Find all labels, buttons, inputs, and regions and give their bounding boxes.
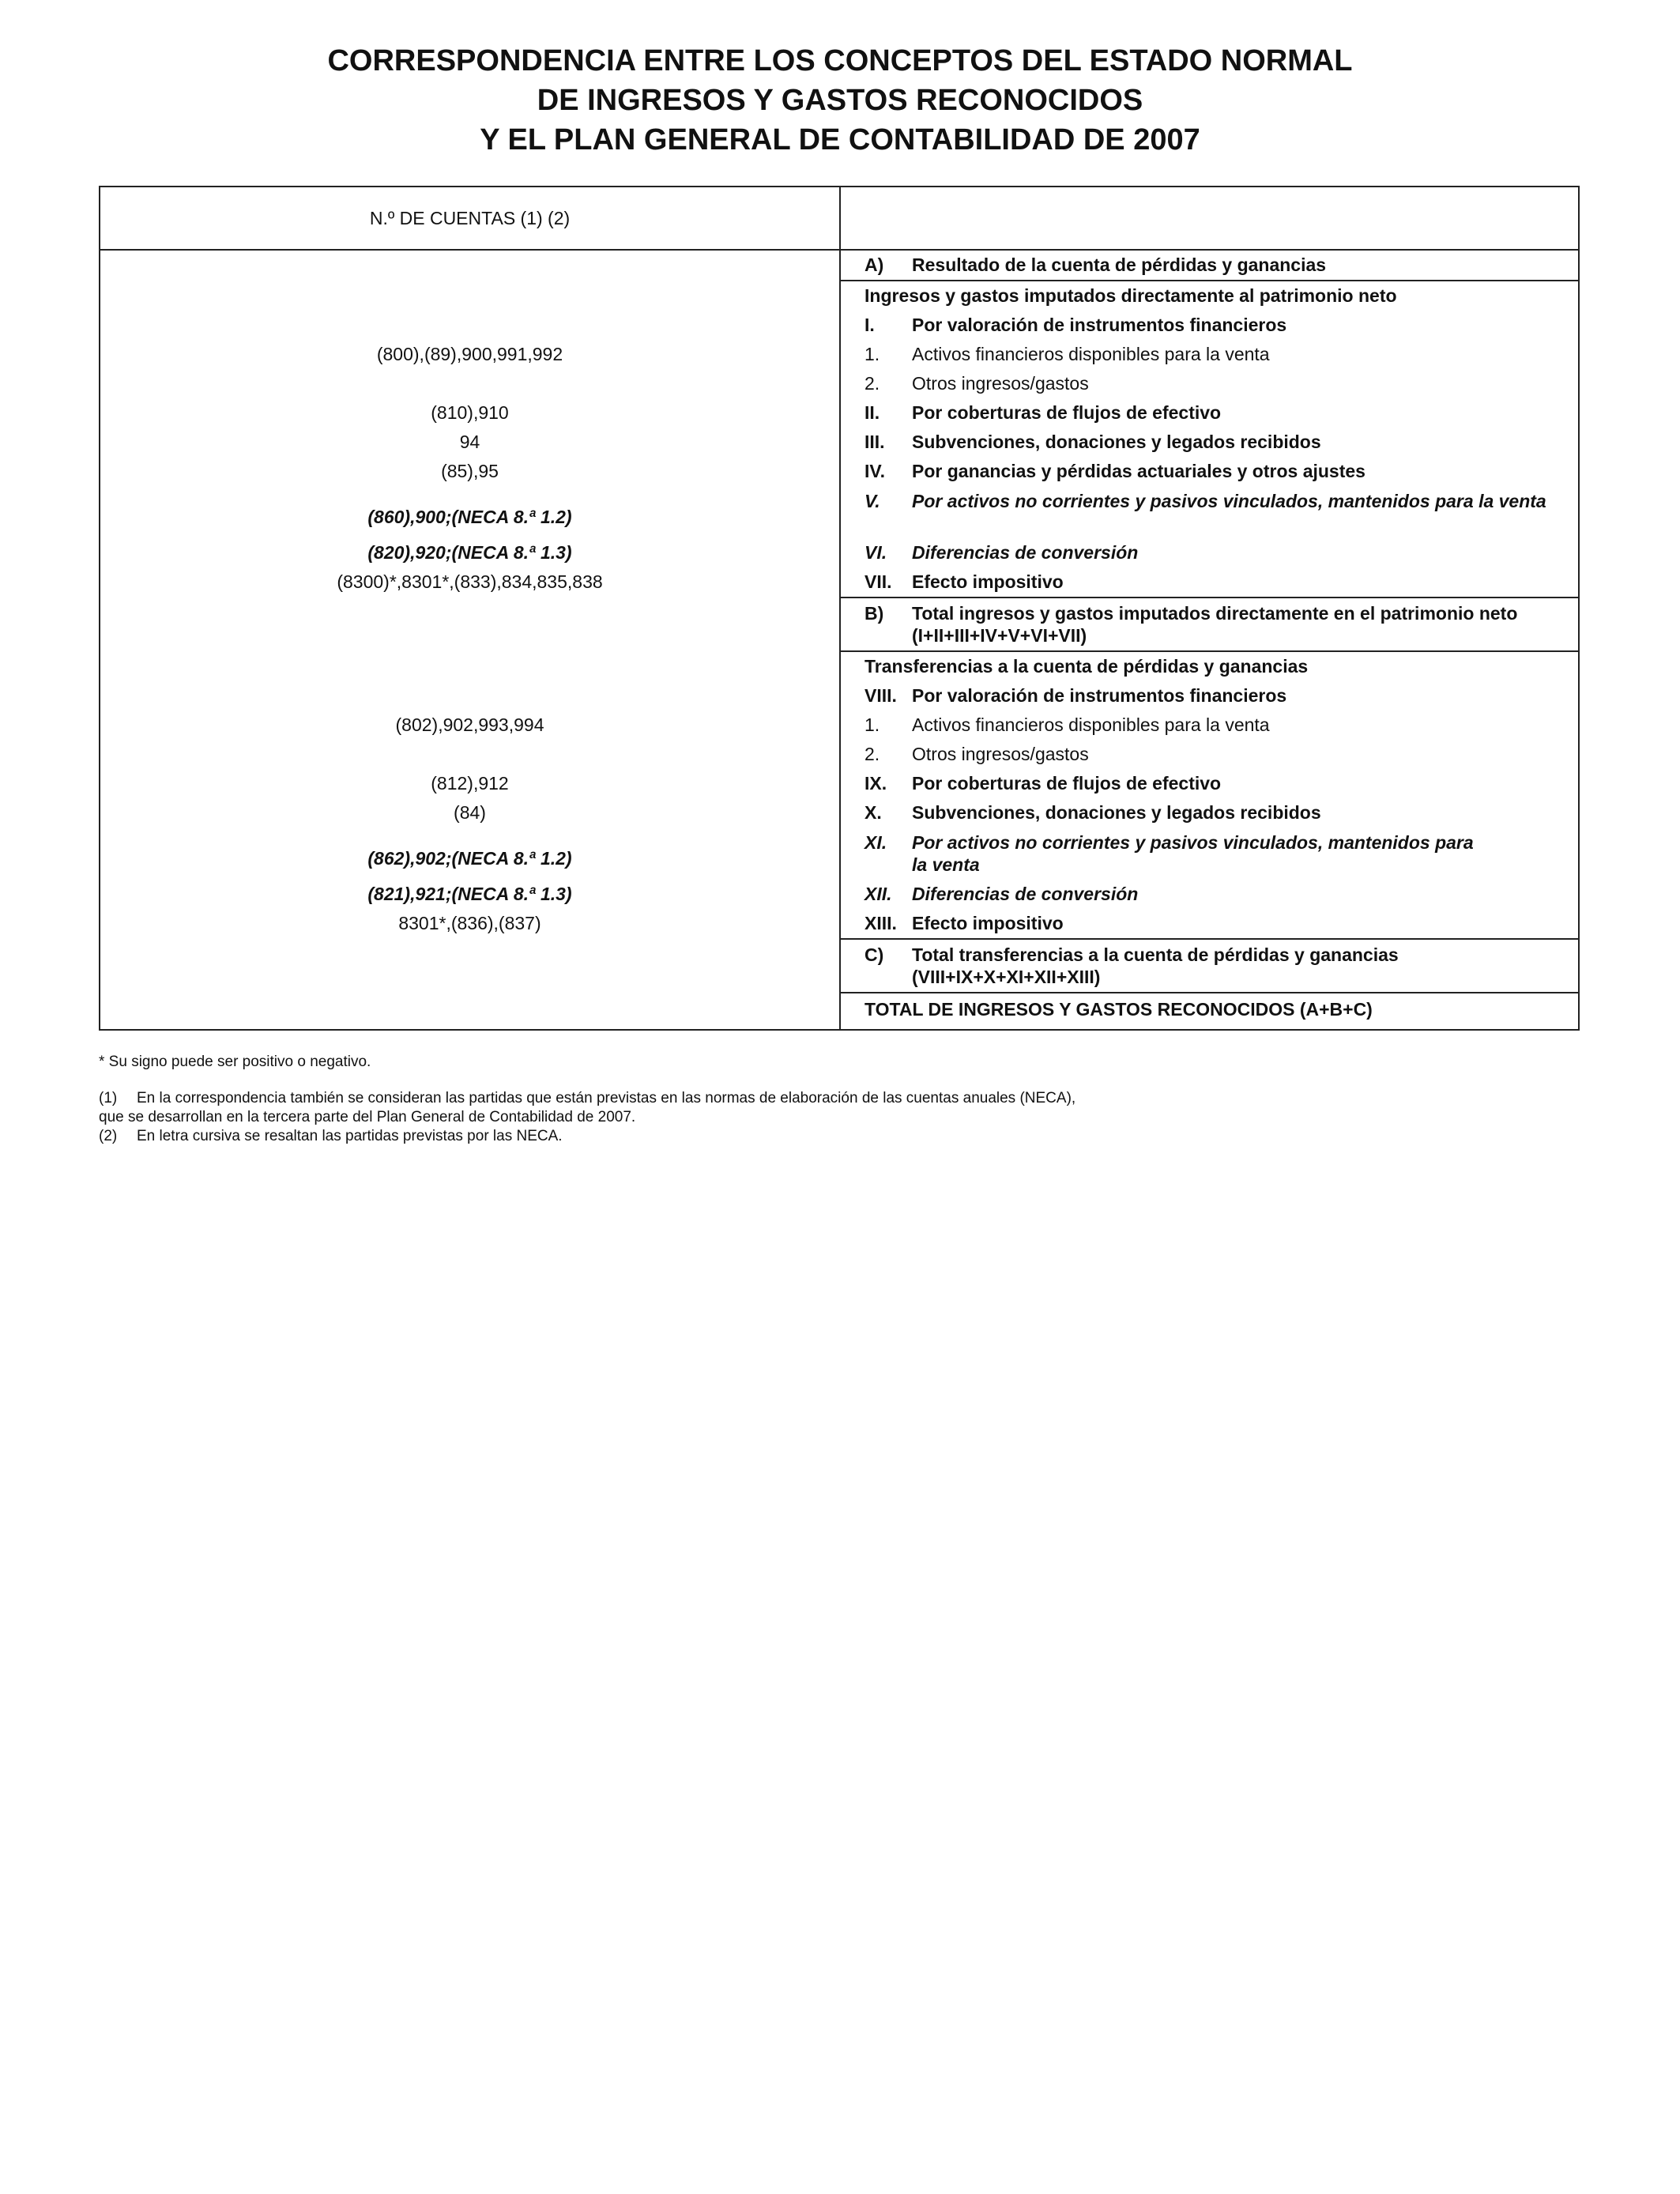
section-label: Ingresos y gastos imputados directamente al patrimonio neto [864, 285, 1397, 306]
table-header-row [100, 187, 1579, 250]
account-code: (812),912 [431, 773, 509, 794]
concept-number: A) [864, 254, 884, 275]
concept-label: Por activos no corrientes y pasivos vinculados, mantenidos para la venta [912, 491, 1546, 511]
correspondence-table [99, 186, 1580, 1031]
table-row [100, 538, 1579, 567]
table-row [100, 880, 1579, 909]
footnote-2 [99, 1127, 1580, 1146]
account-code [100, 251, 839, 280]
title-line-2: DE INGRESOS Y GASTOS RECONOCIDOS [537, 84, 1143, 117]
table-row [100, 311, 1579, 340]
concept-label: Por valoración de instrumentos financieros [912, 685, 1287, 706]
account-code [100, 993, 839, 1028]
concept-label: Otros ingresos/gastos [912, 373, 1089, 394]
concept-number: VI. [864, 542, 887, 563]
table-row [100, 740, 1579, 769]
title-line-1: CORRESPONDENCIA ENTRE LOS CONCEPTOS DEL ESTADO NORMAL [327, 44, 1353, 77]
footnotes [99, 1053, 1580, 1146]
account-code [100, 740, 839, 769]
concept-number: B) [864, 603, 884, 624]
concept-label: Efecto impositivo [912, 913, 1064, 933]
concept-number: 1. [864, 714, 880, 735]
concept-number: II. [864, 402, 880, 423]
concept-number: IX. [864, 773, 887, 794]
account-code: (8300)*,8301*,(833),834,835,838 [337, 571, 603, 592]
account-code: (84) [454, 802, 486, 823]
table-row [100, 909, 1579, 939]
account-code [100, 311, 839, 340]
concept-label: Por coberturas de flujos de efectivo [912, 773, 1222, 794]
header-accounts: N.º DE CUENTAS (1) (2) [100, 187, 840, 250]
account-code [100, 939, 839, 991]
concept-number: XIII. [864, 913, 897, 933]
account-code: (820),920;(NECA 8.ª 1.3) [367, 542, 572, 563]
account-code: 94 [459, 432, 480, 452]
title-line-3: Y EL PLAN GENERAL DE CONTABILIDAD DE 2007 [480, 123, 1200, 156]
concept-label: Resultado de la cuenta de pérdidas y ganancias [912, 254, 1327, 275]
footnote-1 [99, 1089, 1580, 1108]
concept-label: Por ganancias y pérdidas actuariales y otros ajustes [912, 461, 1365, 481]
concept-label: Diferencias de conversión [912, 884, 1139, 904]
table-row [100, 369, 1579, 398]
table-row [100, 457, 1579, 486]
asterisk-note: * Su signo puede ser positivo o negativo. [99, 1054, 371, 1070]
table-row [100, 340, 1579, 369]
table-row [100, 681, 1579, 711]
concept-label: Activos financieros disponibles para la venta [912, 344, 1270, 364]
account-code: (85),95 [441, 461, 499, 481]
concept-label: Por activos no corrientes y pasivos vinculados, mantenidos para la venta [912, 832, 1474, 875]
footnote-1-key: (1) [99, 1090, 118, 1106]
table-row [100, 486, 1579, 538]
concept-number: X. [864, 802, 882, 823]
table-row [100, 993, 1579, 1030]
concept-number: 2. [864, 373, 880, 394]
footnote-2-key: (2) [99, 1128, 118, 1144]
concept-label: Total ingresos y gastos imputados directamente en el patrimonio neto (I+II+III+IV+V+VI+VII) [912, 603, 1518, 646]
table-row [100, 939, 1579, 993]
header-concepts [840, 187, 1579, 250]
footnote-2-text: En letra cursiva se resaltan las partidas previstas por las NECA. [137, 1128, 563, 1144]
concept-number: VII. [864, 571, 892, 592]
account-code [100, 681, 839, 711]
footnote-1-line-1: En la correspondencia también se consideran las partidas que están previstas en las normas de elaboración de las cuentas anuales (NECA), [137, 1090, 1076, 1106]
account-code [100, 651, 839, 680]
table-row [100, 651, 1579, 681]
account-code [100, 598, 839, 650]
concept-number: VIII. [864, 685, 897, 706]
table-row [100, 769, 1579, 798]
concept-number: III. [864, 432, 885, 452]
account-code: (862),902;(NECA 8.ª 1.2) [367, 848, 572, 869]
account-code: (810),910 [431, 402, 509, 423]
footnote-1-line-2: que se desarrollan en la tercera parte del Plan General de Contabilidad de 2007. [99, 1109, 636, 1125]
account-code: (800),(89),900,991,992 [376, 344, 563, 364]
account-code: (860),900;(NECA 8.ª 1.2) [367, 507, 572, 527]
total-label: TOTAL DE INGRESOS Y GASTOS RECONOCIDOS (A+B+C) [864, 999, 1373, 1020]
concept-label: Por valoración de instrumentos financieros [912, 315, 1287, 335]
concept-label: Subvenciones, donaciones y legados recibidos [912, 802, 1321, 823]
section-label: Transferencias a la cuenta de pérdidas y ganancias [864, 656, 1309, 677]
concept-number: V. [864, 491, 880, 511]
concept-label: Efecto impositivo [912, 571, 1064, 592]
concept-number: 1. [864, 344, 880, 364]
concept-number: IV. [864, 461, 886, 481]
account-code: (821),921;(NECA 8.ª 1.3) [367, 884, 572, 904]
concept-number: 2. [864, 744, 880, 764]
table-row [100, 827, 1579, 880]
table-row [100, 567, 1579, 598]
table-row [100, 281, 1579, 311]
concept-number: XI. [864, 832, 887, 853]
concept-label: Subvenciones, donaciones y legados recibidos [912, 432, 1321, 452]
table-row [100, 798, 1579, 827]
account-code [100, 369, 839, 398]
concept-label: Por coberturas de flujos de efectivo [912, 402, 1222, 423]
concept-label: Diferencias de conversión [912, 542, 1139, 563]
account-code [100, 281, 839, 310]
concept-number: I. [864, 315, 875, 335]
concept-label: Otros ingresos/gastos [912, 744, 1089, 764]
concept-number: XII. [864, 884, 892, 904]
table-row [100, 428, 1579, 457]
concept-number: C) [864, 944, 884, 965]
table-row [100, 711, 1579, 740]
account-code: (802),902,993,994 [395, 714, 544, 735]
account-code: 8301*,(836),(837) [398, 913, 541, 933]
concept-label: Activos financieros disponibles para la venta [912, 714, 1270, 735]
document-title [0, 41, 1680, 160]
table-row [100, 250, 1579, 281]
table-row [100, 398, 1579, 428]
table-row [100, 598, 1579, 651]
concept-label: Total transferencias a la cuenta de pérdidas y ganancias (VIII+IX+X+XI+XII+XIII) [912, 944, 1399, 987]
